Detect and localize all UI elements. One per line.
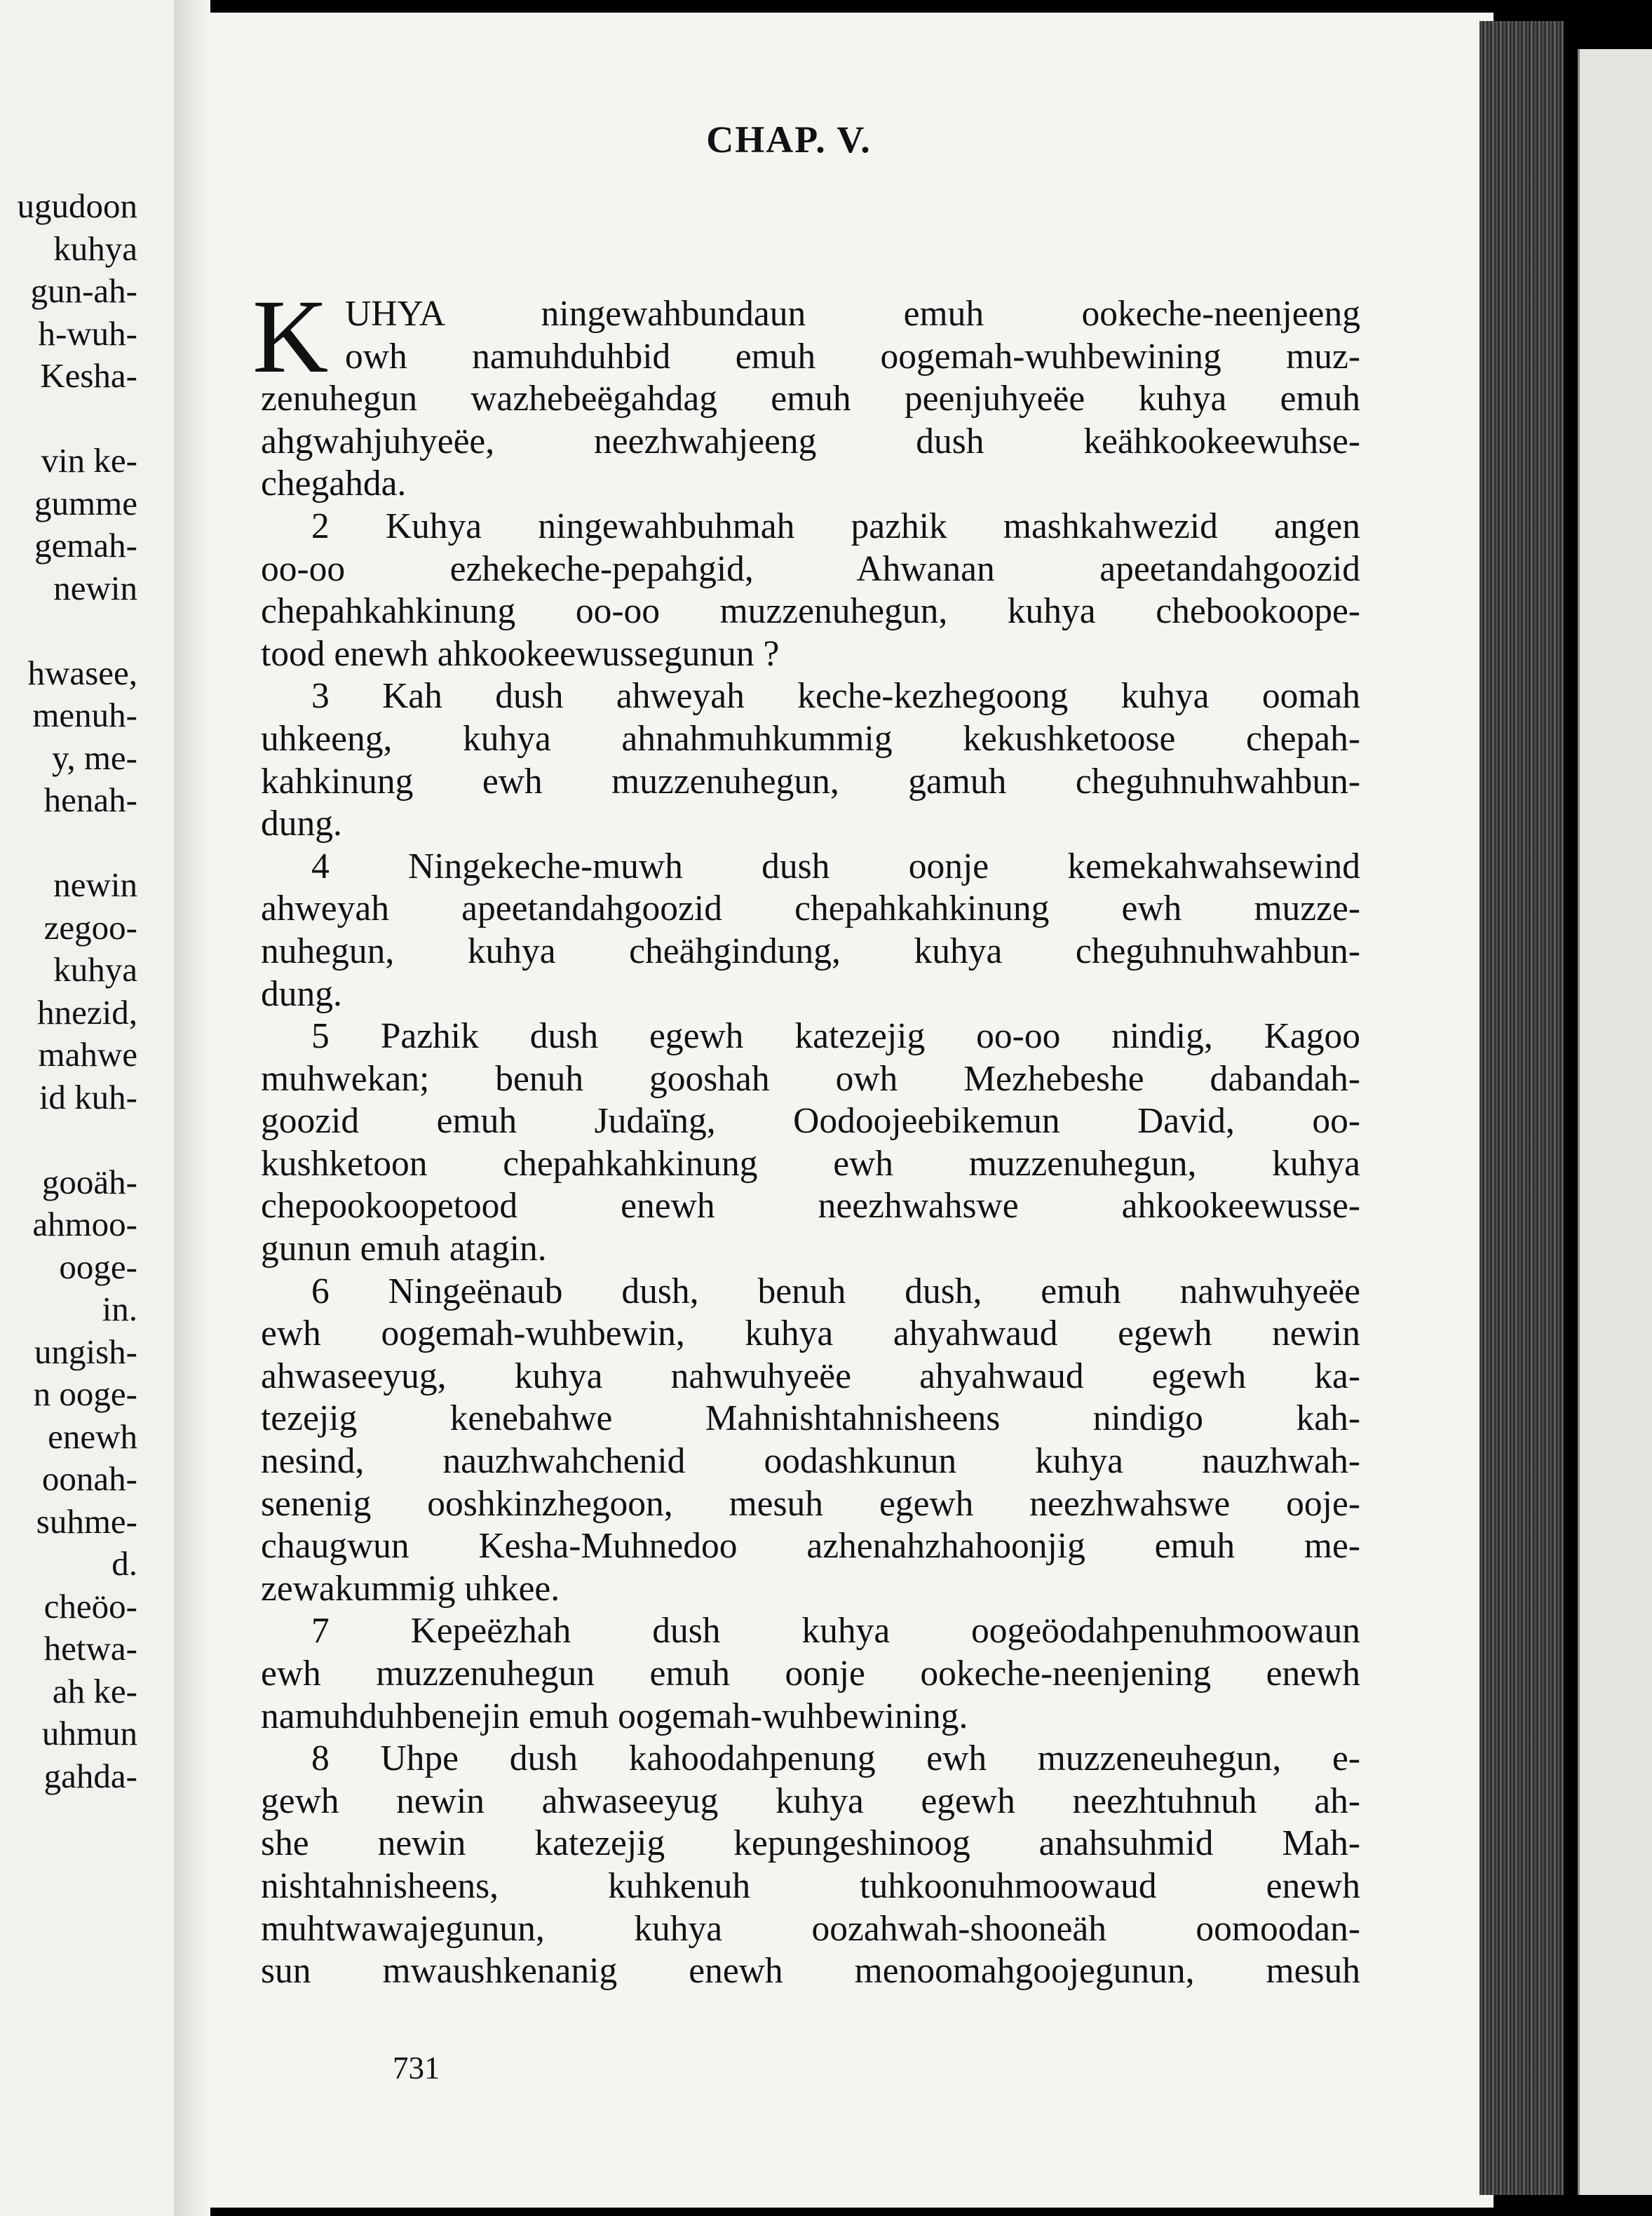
text-line: oo-oo ezhekeche-pepahgid, Ahwanan apeetandahgoozid	[261, 548, 1360, 589]
left-page-line: kuhya	[53, 229, 137, 268]
text-line: 3 Kah dush ahweyah keche-kezhegoong kuhya oomah	[311, 676, 1360, 717]
left-page-line: uhmun	[41, 1714, 137, 1752]
text-line: UHYA ningewahbundaun emuh ookeche-neenjeeng	[345, 294, 1360, 334]
text-line: sun mwaushkenanig enewh menoomahgoojegunun, mesuh	[261, 1951, 1360, 1992]
left-page-line: y, me-	[52, 738, 137, 777]
text-line: gewh newin ahwaseeyug kuhya egewh neezhtuhnuh ah-	[261, 1781, 1360, 1821]
left-page-line: newin	[53, 865, 137, 904]
left-page-line: hwasee,	[27, 653, 137, 692]
left-page-line: ah ke-	[52, 1671, 137, 1710]
left-page-line: newin	[53, 568, 137, 607]
text-line: nuhegun, kuhya cheähgindung, kuhya cheguhnuhwahbun-	[261, 931, 1360, 971]
left-page-line: ooge-	[59, 1247, 137, 1286]
facing-page-left	[0, 0, 175, 2216]
text-line: ewh oogemah-wuhbewin, kuhya ahyahwaud egewh newin	[261, 1313, 1360, 1354]
text-line: nesind, nauzhwahchenid oodashkunun kuhya nauzhwah-	[261, 1441, 1360, 1482]
left-page-line: enewh	[48, 1417, 137, 1456]
text-line: muhtwawajegunun, kuhya oozahwah-shooneäh oomoodan-	[261, 1908, 1360, 1949]
text-line: owh namuhduhbid emuh oogemah-wuhbewining muz-	[345, 336, 1360, 377]
left-page-line: menuh-	[32, 696, 137, 734]
text-line: 6 Ningeënaub dush, benuh dush, emuh nahwuhyeëe	[311, 1271, 1360, 1311]
left-page-line: gun-ah-	[30, 271, 137, 310]
text-line: chaugwun Kesha-Muhnedoo azhenahzhahoonjig emuh me-	[261, 1526, 1360, 1567]
left-page-line: ungish-	[34, 1332, 137, 1371]
left-page-line: d.	[111, 1544, 137, 1583]
text-line: chepookoopetood enewh neezhwahswe ahkookeewusse-	[261, 1186, 1360, 1227]
text-line: kushketoon chepahkahkinung ewh muzzenuhegun, kuhya	[261, 1143, 1360, 1184]
text-line: zewakummig uhkee.	[261, 1568, 560, 1609]
left-page-line: h-wuh-	[38, 313, 137, 353]
text-line: chepahkahkinung oo-oo muzzenuhegun, kuhya chebookoope-	[261, 591, 1360, 632]
text-line: 5 Pazhik dush egewh katezejig oo-oo nindig, Kagoo	[311, 1016, 1360, 1057]
left-page-line: oonah-	[41, 1459, 137, 1498]
left-page-line: mahwe	[38, 1035, 137, 1074]
next-page-edge	[1578, 49, 1652, 2195]
left-page-line: suhme-	[36, 1501, 137, 1541]
text-line: nishtahnisheens, kuhkenuh tuhkoonuhmoowaud enewh	[261, 1865, 1360, 1906]
left-page-line: gooäh-	[41, 1162, 137, 1201]
left-page-line: hetwa-	[43, 1629, 137, 1668]
left-page-line: hnezid,	[37, 992, 137, 1032]
left-page-line: gumme	[34, 483, 137, 522]
text-line: zenuhegun wazhebeëgahdag emuh peenjuhyeëe kuhya emuh	[261, 379, 1360, 419]
left-page-line: ugudoon	[17, 187, 137, 225]
text-line: 4 Ningekeche-muwh dush oonje kemekahwahsewind	[311, 846, 1360, 886]
text-line: ahgwahjuhyeëe, neezhwahjeeng dush keähkookeewuhse-	[261, 421, 1360, 461]
left-page-line: zegoo-	[43, 907, 137, 947]
text-line: muhwekan; benuh gooshah owh Mezhebeshe dabandah-	[261, 1058, 1360, 1099]
text-line: kahkinung ewh muzzenuhegun, gamuh cheguhnuhwahbun-	[261, 761, 1360, 802]
left-page-line: Kesha-	[40, 356, 137, 395]
text-line: 2 Kuhya ningewahbuhmah pazhik mashkahwezid angen	[311, 506, 1360, 546]
left-page-line: gahda-	[43, 1756, 137, 1795]
body-text	[252, 278, 1360, 1993]
text-line: ahwaseeyug, kuhya nahwuhyeëe ahyahwaud egewh ka-	[261, 1356, 1360, 1396]
text-line: namuhduhbenejin emuh oogemah-wuhbewining.	[261, 1696, 968, 1736]
left-page-line: vin ke-	[41, 441, 137, 480]
text-line: uhkeeng, kuhya ahnahmuhkummig kekushketoose chepah-	[261, 718, 1360, 759]
drop-cap: K	[252, 278, 329, 395]
left-page-line: gemah-	[34, 526, 137, 565]
page-edges	[1480, 21, 1564, 2195]
text-line: tezejig kenebahwe Mahnishtahnisheens nindigo kah-	[261, 1398, 1360, 1439]
text-line: 7 Kepeëzhah dush kuhya oogeöodahpenuhmoowaun	[311, 1611, 1360, 1651]
left-page-line: henah-	[43, 781, 137, 819]
text-line: gunun emuh atagin.	[261, 1229, 547, 1269]
text-line: senenig ooshkinzhegoon, mesuh egewh neezhwahswe ooje-	[261, 1483, 1360, 1524]
left-page-line: ahmoo-	[32, 1205, 137, 1243]
left-page-line: in.	[102, 1290, 137, 1328]
text-line: 8 Uhpe dush kahoodahpenung ewh muzzeneuhegun, e-	[311, 1738, 1360, 1779]
page-number: 731	[393, 2051, 440, 2086]
text-line: dung.	[261, 804, 342, 844]
text-line: tood enewh ahkookeewussegunun ?	[261, 633, 780, 674]
left-page-line: kuhya	[53, 950, 137, 989]
text-line: dung.	[261, 973, 342, 1014]
text-line: ahweyah apeetandahgoozid chepahkahkinung ewh muzze-	[261, 889, 1360, 929]
text-line: she newin katezejig kepungeshinoog anahsuhmid Mah-	[261, 1823, 1360, 1864]
text-line: chegahda.	[261, 464, 407, 504]
chapter-heading: CHAP. V.	[706, 119, 872, 161]
left-page-line: id kuh-	[39, 1077, 137, 1116]
left-page-line: n ooge-	[33, 1374, 137, 1413]
text-line: ewh muzzenuhegun emuh oonje ookeche-neenjening enewh	[261, 1654, 1360, 1694]
left-page-line: cheöo-	[43, 1586, 137, 1626]
page-gutter	[174, 0, 210, 2216]
book-page	[210, 13, 1494, 2208]
text-line: goozid emuh Judaïng, Oodoojeebikemun David, oo-	[261, 1101, 1360, 1142]
